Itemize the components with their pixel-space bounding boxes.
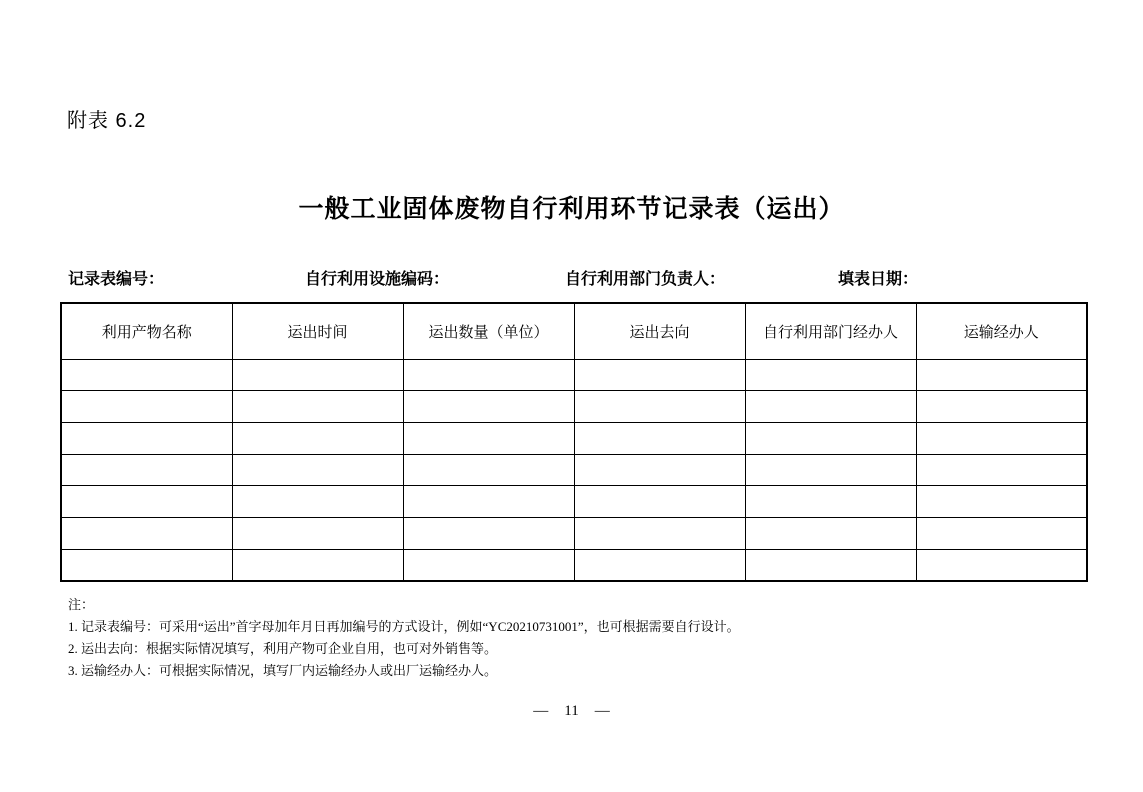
table-cell [61, 454, 232, 486]
table-cell [574, 422, 745, 454]
table-row [61, 549, 1087, 581]
notes-heading: 注： [68, 597, 95, 612]
record-table-head [61, 303, 1087, 359]
table-cell [745, 422, 916, 454]
page-number [0, 703, 1143, 720]
table-cell [232, 517, 403, 549]
table-row [61, 454, 1087, 486]
department-head-label-text: 自行利用部门负责人： [565, 271, 726, 288]
table-cell [745, 359, 916, 391]
table-cell [574, 359, 745, 391]
column-header-1: 运出时间 [232, 303, 403, 359]
table-cell [745, 549, 916, 581]
table-row [61, 517, 1087, 549]
column-header-5: 运输经办人 [916, 303, 1087, 359]
table-cell [61, 391, 232, 423]
page-number-dash-right: — [594, 703, 610, 719]
table-cell [916, 422, 1087, 454]
table-cell [574, 549, 745, 581]
table-cell [232, 422, 403, 454]
table-cell [232, 549, 403, 581]
table-cell [403, 517, 574, 549]
table-cell [916, 391, 1087, 423]
table-cell [61, 517, 232, 549]
record-number-label-text: 记录表编号： [68, 271, 165, 288]
appendix-label: 附表 6.2 [67, 110, 147, 132]
table-cell [61, 422, 232, 454]
table-cell [232, 454, 403, 486]
page-number-dash-left: — [533, 703, 549, 719]
table-cell [916, 359, 1087, 391]
facility-code-label [305, 266, 459, 289]
table-cell [232, 359, 403, 391]
notes-section [68, 594, 1078, 682]
table-cell [916, 549, 1087, 581]
record-table-body [61, 359, 1087, 581]
table-cell [745, 391, 916, 423]
column-header-0: 利用产物名称 [61, 303, 232, 359]
record-table-header-row [61, 303, 1087, 359]
table-cell [403, 454, 574, 486]
table-cell [574, 391, 745, 423]
table-cell [403, 422, 574, 454]
page-number-value: 11 [564, 703, 579, 719]
table-cell [403, 549, 574, 581]
column-header-3: 运出去向 [574, 303, 745, 359]
table-cell [745, 486, 916, 518]
form-meta-row [0, 266, 1143, 288]
record-table [60, 302, 1088, 582]
column-header-2: 运出数量（单位） [403, 303, 574, 359]
table-cell [61, 486, 232, 518]
table-cell [232, 391, 403, 423]
table-cell [61, 359, 232, 391]
table-row [61, 422, 1087, 454]
table-cell [61, 549, 232, 581]
table-cell [745, 517, 916, 549]
department-head-label [565, 266, 735, 289]
facility-code-label-text: 自行利用设施编码： [305, 271, 450, 288]
fill-date-label-text: 填表日期： [838, 271, 919, 288]
note-item-3: 3. 运输经办人：可根据实际情况，填写厂内运输经办人或出厂运输经办人。 [68, 663, 498, 678]
table-cell [232, 486, 403, 518]
page-title: 一般工业固体废物自行利用环节记录表（运出） [298, 195, 845, 223]
table-cell [403, 359, 574, 391]
table-cell [574, 486, 745, 518]
record-number-label [68, 266, 174, 289]
table-cell [916, 517, 1087, 549]
table-cell [403, 391, 574, 423]
table-cell [916, 454, 1087, 486]
note-item-2: 2. 运出去向：根据实际情况填写，利用产物可企业自用，也可对外销售等。 [68, 641, 498, 656]
table-cell [745, 454, 916, 486]
column-header-4: 自行利用部门经办人 [745, 303, 916, 359]
table-row [61, 486, 1087, 518]
table-cell [916, 486, 1087, 518]
fill-date-label [838, 266, 928, 289]
note-item-1: 1. 记录表编号：可采用“运出”首字母加年月日再加编号的方式设计，例如“YC20210731001”，也可根据需要自行设计。 [68, 619, 740, 634]
table-row [61, 391, 1087, 423]
table-cell [574, 454, 745, 486]
table-row [61, 359, 1087, 391]
table-cell [403, 486, 574, 518]
table-cell [574, 517, 745, 549]
